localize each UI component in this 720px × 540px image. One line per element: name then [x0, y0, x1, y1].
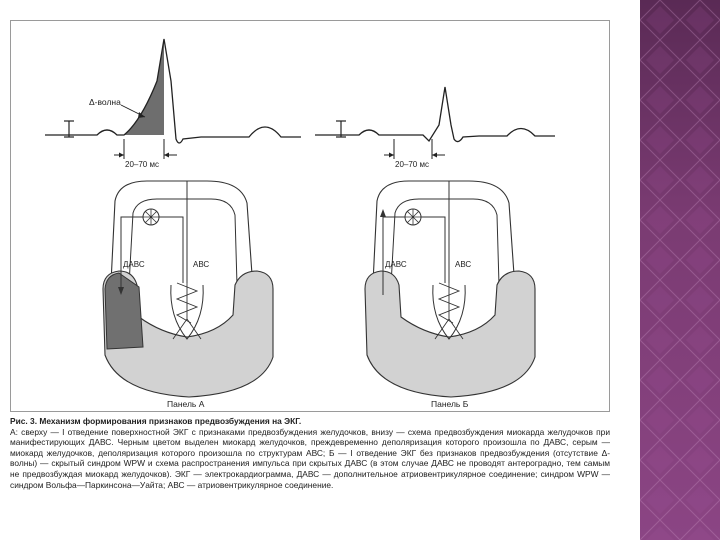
accessory-label-a: ДАВС	[123, 260, 145, 269]
panel-b-label: Панель Б	[431, 399, 469, 409]
diamond-pattern	[640, 0, 720, 540]
heart-diagram-a	[103, 181, 273, 397]
figure-caption	[10, 416, 610, 490]
heart-diagram-b	[365, 181, 535, 397]
caption-title: Рис. 3. Механизм формирования признаков предвозбуждения на ЭКГ.	[10, 416, 302, 426]
caption-body: А: сверху — I отведение поверхностной ЭКГ с признаками предвозбуждения желудочков, внизу — схема предвозбуждения миокарда желудочков при манифестирующих ДАВС. Черным цветом выделен миокард желудочков, преждевременно деполяризация которого произошла по ДАВС, серым — миокард желудочков, деполяризация которого произошла по структурам АВС; Б — I отведение ЭКГ без признаков предвозбуждения (отсутствие Δ-волны) — скрытый синдром WPW и схема распространения импульса при скрытых ДАВС (в этом случае ДАВС не проводят антероградно, тем самым не предвозбуждая миокард желудочков). ЭКГ — электрокардиограмма, ДАВС — дополнительное атриовентрикулярное соединение; синдром WPW — синдром Вольфа—Паркинсона—Уайта; АВС — атриовентрикулярное соединение.	[10, 426, 610, 490]
ventricle-myocardium-b	[365, 271, 535, 397]
av-label-a: АВС	[193, 260, 210, 269]
figure-frame	[10, 20, 610, 412]
accessory-label-b: ДАВС	[385, 260, 407, 269]
figure-illustration	[11, 21, 611, 413]
interval-label-a: 20–70 мс	[125, 160, 159, 169]
delta-wave-area	[124, 39, 164, 135]
ecg-trace-b	[315, 87, 555, 159]
decorative-sidebar	[640, 0, 720, 540]
interval-label-b: 20–70 мс	[395, 160, 429, 169]
delta-wave-label: Δ-волна	[89, 97, 121, 107]
ecg-trace-a	[45, 39, 301, 159]
panel-a-label: Панель А	[167, 399, 205, 409]
av-label-b: АВС	[455, 260, 472, 269]
